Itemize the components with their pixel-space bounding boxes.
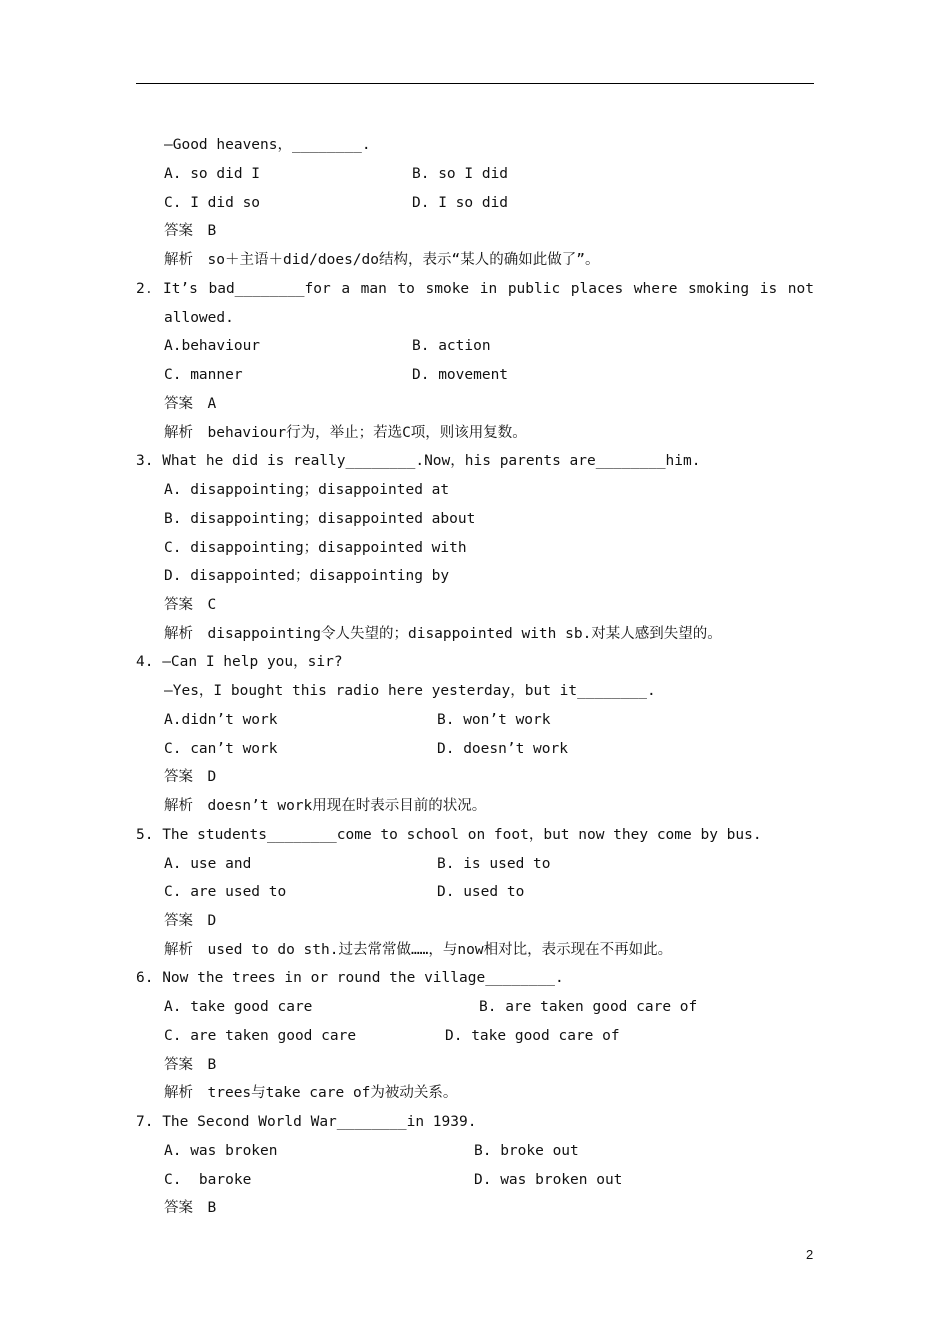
- question: 4. —Can I help you，sir?: [136, 654, 343, 670]
- answer: 答案 B: [164, 1200, 217, 1216]
- option: A. use and: [164, 856, 252, 872]
- option: A.behaviour: [164, 338, 261, 354]
- option: C. manner: [164, 367, 243, 383]
- option: B. action: [412, 338, 491, 354]
- answer: 答案 B: [164, 1057, 217, 1073]
- option: D. I so did: [412, 195, 509, 211]
- option: A. so did I: [164, 166, 261, 182]
- question: 6. Now the trees in or round the village________.: [136, 970, 564, 986]
- explanation: 解析 doesn’t work用现在时表示目前的状况。: [164, 798, 487, 814]
- option: C. can’t work: [164, 741, 278, 757]
- option: A. was broken: [164, 1143, 278, 1159]
- question: 3. What he did is really________.Now，his parents are________him.: [136, 453, 701, 469]
- question: 7. The Second World War________in 1939.: [136, 1114, 477, 1130]
- explanation: 解析 so＋主语＋did/does/do结构，表示“某人的确如此做了”。: [164, 252, 600, 268]
- option: D. was broken out: [474, 1172, 623, 1188]
- question: 2．It’s bad________for a man to smoke in public places where smoking is not: [136, 281, 814, 297]
- option: C. baroke: [164, 1172, 252, 1188]
- option: D. take good care of: [445, 1028, 620, 1044]
- option: A. take good care: [164, 999, 313, 1015]
- option: B. broke out: [474, 1143, 579, 1159]
- page-number: 2: [806, 1247, 814, 1262]
- option: D. doesn’t work: [437, 741, 568, 757]
- option: B. is used to: [437, 856, 551, 872]
- explanation: 解析 disappointing令人失望的；disappointed with sb.对某人感到失望的。: [164, 626, 722, 642]
- option: C. I did so: [164, 195, 261, 211]
- header-rule: [136, 83, 814, 84]
- text-line: —Yes，I bought this radio here yesterday，but it________.: [164, 683, 656, 699]
- option: C. are used to: [164, 884, 287, 900]
- answer: 答案 A: [164, 396, 217, 412]
- text-line: allowed.: [164, 310, 234, 326]
- option: D. used to: [437, 884, 525, 900]
- answer: 答案 C: [164, 597, 217, 613]
- option: A. disappointing；disappointed at: [164, 482, 450, 498]
- text-line: —Good heavens，________.: [164, 137, 371, 153]
- option: B. disappointing；disappointed about: [164, 511, 476, 527]
- option: C. disappointing；disappointed with: [164, 540, 467, 556]
- option: D. disappointed；disappointing by: [164, 568, 450, 584]
- explanation: 解析 behaviour行为，举止；若选C项，则该用复数。: [164, 425, 527, 441]
- option: C. are taken good care: [164, 1028, 357, 1044]
- explanation: 解析 used to do sth.过去常常做……，与now相对比，表示现在不再如此。: [164, 942, 673, 958]
- option: D. movement: [412, 367, 509, 383]
- answer: 答案 B: [164, 223, 217, 239]
- option: B. are taken good care of: [479, 999, 698, 1015]
- option: B. so I did: [412, 166, 509, 182]
- option: B. won’t work: [437, 712, 551, 728]
- answer: 答案 D: [164, 913, 217, 929]
- option: A.didn’t work: [164, 712, 278, 728]
- question: 5. The students________come to school on foot，but now they come by bus.: [136, 827, 762, 843]
- answer: 答案 D: [164, 769, 217, 785]
- explanation: 解析 trees与take care of为被动关系。: [164, 1085, 458, 1101]
